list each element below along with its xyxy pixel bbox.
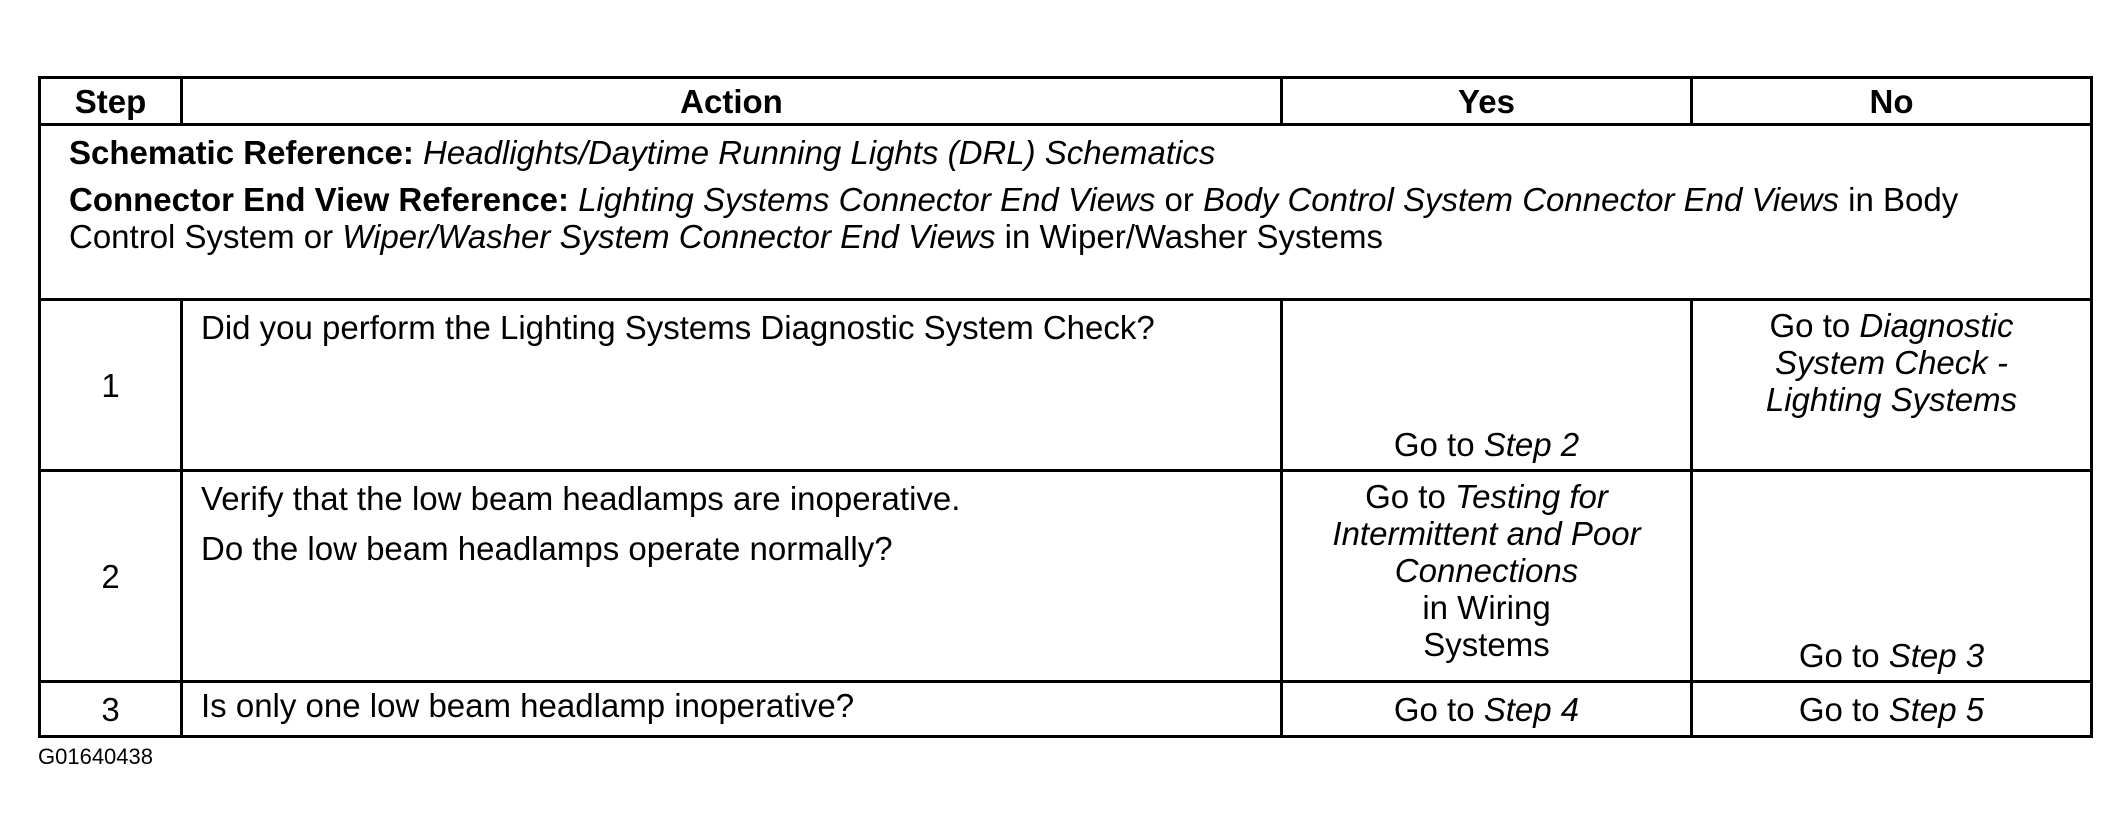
action-cell [182,682,1282,737]
no-result [1699,307,2084,418]
yes-prefix: Go to [1393,426,1484,463]
connector-reference-link-lighting[interactable]: Lighting Systems Connector End Views [578,181,1156,218]
no-prefix: Go to [1769,307,1860,344]
connector-reference-link-body[interactable]: Body Control System Connector End Views [1203,181,1839,218]
action-cell [182,300,1282,471]
schematic-reference-label: Schematic Reference: [69,134,414,171]
step-number: 3 [40,682,182,737]
connector-reference-label: Connector End View Reference: [69,181,570,218]
figure-id: G01640438 [38,744,153,769]
step-number: 2 [40,471,182,682]
action-text: Is only one low beam headlamp inoperative? [201,687,855,724]
connector-reference-in-wiper: in Wiper/Washer Systems [995,218,1384,255]
schematic-reference [69,134,2068,171]
yes-cell [1282,471,1692,682]
table-row [40,682,2092,737]
action-text: Did you perform the Lighting Systems Diagnostic System Check? [201,309,1155,346]
no-cell [1692,471,2092,682]
yes-link[interactable]: Step 2 [1483,426,1580,463]
yes-link[interactable]: Testing for Intermittent and Poor Connections [1332,478,1641,589]
yes-result [1283,426,1690,463]
no-prefix: Go to [1798,637,1889,674]
yes-cell [1282,300,1692,471]
yes-prefix: Go to [1365,478,1455,515]
action-cell [182,471,1282,682]
no-link[interactable]: Step 3 [1888,637,1985,674]
connector-reference-in-body: in Body Control System or [69,181,1959,255]
connector-reference [69,181,2068,255]
yes-link[interactable]: Step 4 [1483,690,1580,728]
schematic-reference-link[interactable]: Headlights/Daytime Running Lights (DRL) Schematics [423,134,1216,171]
connector-reference-or: or [1155,181,1204,218]
yes-suffix [1297,589,1676,663]
no-link[interactable]: Step 5 [1888,690,1985,728]
header-action: Action [182,78,1282,125]
table-row [40,300,2092,471]
no-result [1693,637,2090,674]
yes-cell [1282,682,1692,737]
reference-row [40,125,2092,300]
header-yes: Yes [1282,78,1692,125]
no-link[interactable]: Diagnostic System Check - Lighting Systems [1765,307,2018,418]
header-row [40,78,2092,125]
action-text: Verify that the low beam headlamps are inoperative. [201,480,961,517]
table-row [40,471,2092,682]
reference-cell [40,125,2092,300]
header-no: No [1692,78,2092,125]
no-prefix: Go to [1798,690,1889,728]
header-step: Step [40,78,182,125]
yes-suffix-text: in Wiring Systems [1422,589,1551,663]
connector-reference-link-wiper[interactable]: Wiper/Washer System Connector End Views [342,218,996,255]
step-number: 1 [40,300,182,471]
no-cell [1692,682,2092,737]
diagnostic-table [38,76,2093,738]
action-question: Do the low beam headlamps operate normally? [201,530,893,567]
yes-result [1289,478,1684,663]
no-cell [1692,300,2092,471]
yes-prefix: Go to [1393,690,1484,728]
